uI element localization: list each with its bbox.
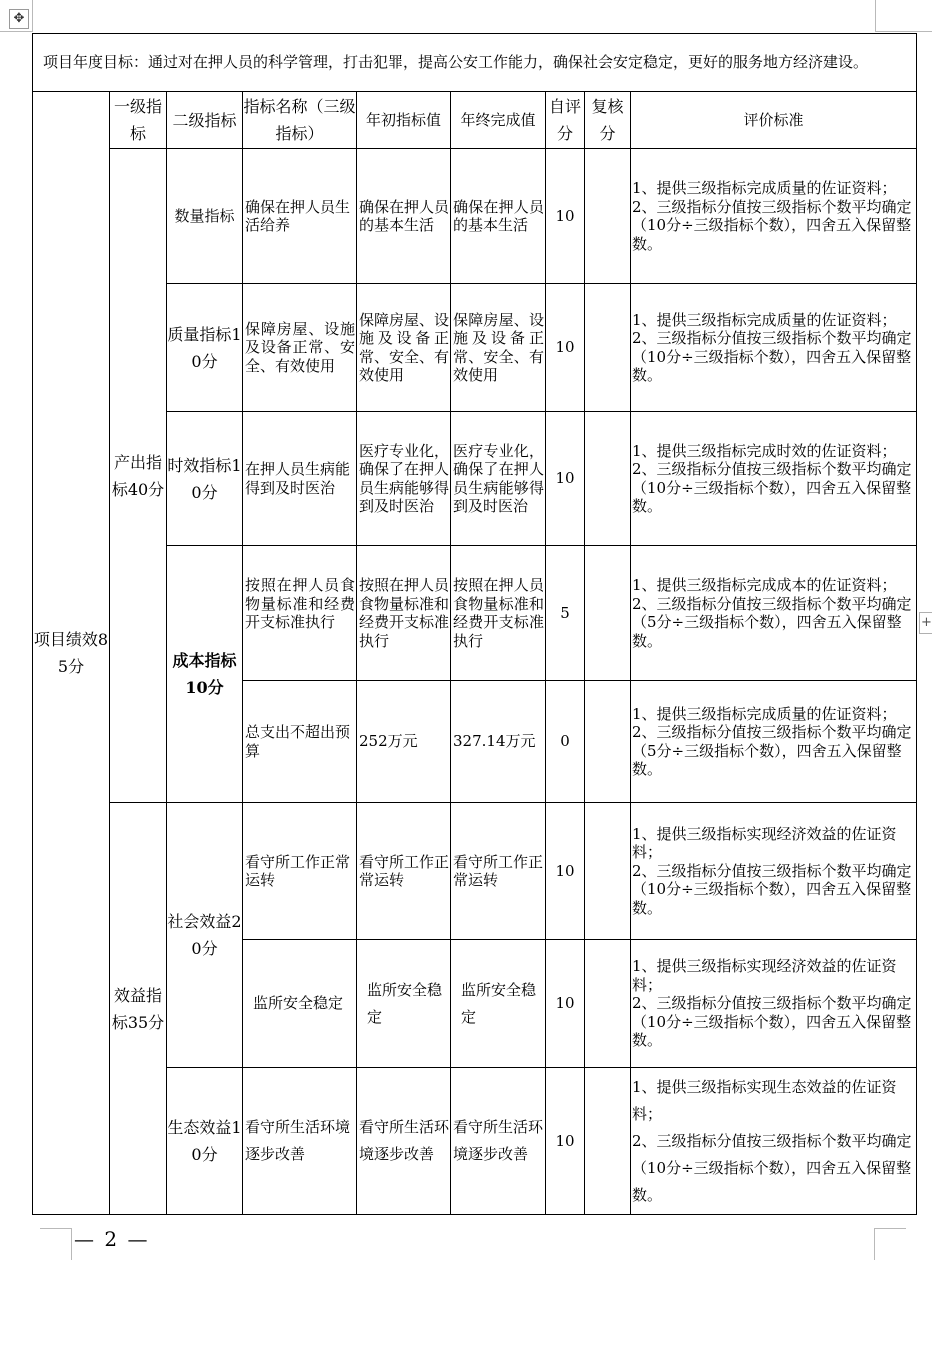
- crop-mark-bottom-left: [40, 1228, 72, 1230]
- subgroup-timeliness: 时效指标10分: [167, 412, 243, 546]
- criteria-line-1: 1、提供三级指标完成质量的佐证资料；: [632, 179, 897, 197]
- header-indicator-name: 指标名称（三级指标）: [243, 92, 357, 149]
- indicator-actual: 监所安全稳定: [451, 940, 546, 1068]
- review-score: [585, 1068, 631, 1215]
- evaluation-criteria: [631, 412, 917, 546]
- indicator-name: 在押人员生病能得到及时医治: [243, 412, 357, 546]
- criteria-line-1: 1、提供三级指标完成质量的佐证资料；: [632, 704, 897, 723]
- crop-mark-top-right: [874, 0, 876, 32]
- indicator-name: 看守所工作正常运转: [243, 803, 357, 940]
- indicator-target: 监所安全稳定: [357, 940, 451, 1068]
- crop-mark-top-left: [0, 30, 32, 32]
- subgroup-quantity: 数量指标: [167, 149, 243, 284]
- criteria-line-2: 2、三级指标分值按三级指标个数平均确定（10分÷三级指标个数），四舍五入保留整数。: [632, 1131, 912, 1204]
- indicator-actual: 医疗专业化，确保了在押人员生病能够得到及时医治: [451, 412, 546, 546]
- indicator-actual: 按照在押人员食物量标准和经费开支标准执行: [451, 546, 546, 681]
- indicator-name: 监所安全稳定: [243, 940, 357, 1068]
- subgroup-ecological: 生态效益10分: [167, 1068, 243, 1215]
- criteria-line-1: 1、提供三级指标完成成本的佐证资料；: [632, 576, 897, 594]
- indicator-name: 按照在押人员食物量标准和经费开支标准执行: [243, 546, 357, 681]
- criteria-line-2: 2、三级指标分值按三级指标个数平均确定（10分÷三级指标个数），四舍五入保留整数。: [632, 197, 912, 253]
- evaluation-criteria: [631, 546, 917, 681]
- review-score: [585, 149, 631, 284]
- subgroup-cost: 成本指标10分: [167, 546, 243, 803]
- self-score: 10: [546, 149, 585, 284]
- indicator-name: 保障房屋、设施及设备正常、安全、有效使用: [243, 284, 357, 412]
- indicator-actual: 看守所生活环境逐步改善: [451, 1068, 546, 1215]
- subgroup-social: 社会效益20分: [167, 803, 243, 1068]
- indicator-name: 总支出不超出预算: [243, 681, 357, 803]
- add-column-icon[interactable]: +: [919, 612, 932, 634]
- criteria-line-2: 2、三级指标分值按三级指标个数平均确定（5分÷三级指标个数），四舍五入保留整数。: [632, 723, 912, 778]
- crop-mark-bottom-left-v: [71, 1228, 73, 1260]
- crop-mark-bottom-right: [874, 1228, 906, 1230]
- self-score: 10: [546, 412, 585, 546]
- evaluation-criteria: [631, 284, 917, 412]
- table-move-handle-icon[interactable]: ✥: [9, 9, 29, 29]
- criteria-line-2: 2、三级指标分值按三级指标个数平均确定（10分÷三级指标个数），四舍五入保留整数。: [632, 994, 912, 1050]
- criteria-line-1: 1、提供三级指标完成质量的佐证资料；: [632, 310, 897, 329]
- criteria-line-1: 1、提供三级指标实现经济效益的佐证资料；: [632, 824, 897, 862]
- indicator-actual: 确保在押人员的基本生活: [451, 149, 546, 284]
- review-score: [585, 284, 631, 412]
- crop-mark-bottom-right-v: [874, 1228, 876, 1260]
- indicator-target: 医疗专业化，确保了在押人员生病能够得到及时医治: [357, 412, 451, 546]
- self-score: 0: [546, 681, 585, 803]
- review-score: [585, 803, 631, 940]
- header-level1: 一级指标: [110, 92, 167, 149]
- indicator-name: 确保在押人员生活给养: [243, 149, 357, 284]
- annual-goal: 项目年度目标：通过对在押人员的科学管理，打击犯罪，提高公安工作能力，确保社会安定稳定，更好的服务地方经济建设。: [33, 34, 917, 92]
- evaluation-criteria: [631, 681, 917, 803]
- indicator-actual: 327.14万元: [451, 681, 546, 803]
- page-number: — 2 —: [74, 1227, 150, 1251]
- self-score: 10: [546, 1068, 585, 1215]
- self-score: 5: [546, 546, 585, 681]
- criteria-line-2: 2、三级指标分值按三级指标个数平均确定（10分÷三级指标个数），四舍五入保留整数。: [632, 861, 912, 917]
- criteria-line-2: 2、三级指标分值按三级指标个数平均确定（10分÷三级指标个数），四舍五入保留整数。: [632, 329, 912, 384]
- review-score: [585, 546, 631, 681]
- header-criteria: 评价标准: [631, 92, 917, 149]
- header-review-score: 复核分: [585, 92, 631, 149]
- criteria-line-2: 2、三级指标分值按三级指标个数平均确定（5分÷三级指标个数），四舍五入保留整数。: [632, 594, 912, 650]
- evaluation-criteria: [631, 803, 917, 940]
- criteria-line-1: 1、提供三级指标实现生态效益的佐证资料；: [632, 1077, 897, 1123]
- header-level2: 二级指标: [167, 92, 243, 149]
- indicator-target: 252万元: [357, 681, 451, 803]
- criteria-line-2: 2、三级指标分值按三级指标个数平均确定（10分÷三级指标个数），四舍五入保留整数。: [632, 460, 912, 515]
- header-target: 年初指标值: [357, 92, 451, 149]
- indicator-actual: 看守所工作正常运转: [451, 803, 546, 940]
- evaluation-criteria: [631, 149, 917, 284]
- indicator-target: 按照在押人员食物量标准和经费开支标准执行: [357, 546, 451, 681]
- self-score: 10: [546, 940, 585, 1068]
- self-score: 10: [546, 803, 585, 940]
- performance-evaluation-table: [32, 33, 917, 1215]
- review-score: [585, 412, 631, 546]
- indicator-name: 看守所生活环境逐步改善: [243, 1068, 357, 1215]
- header-actual: 年终完成值: [451, 92, 546, 149]
- indicator-target: 确保在押人员的基本生活: [357, 149, 451, 284]
- criteria-line-1: 1、提供三级指标实现经济效益的佐证资料；: [632, 957, 897, 994]
- self-score: 10: [546, 284, 585, 412]
- indicator-target: 保障房屋、设施及设备正常、安全、有效使用: [357, 284, 451, 412]
- evaluation-criteria: [631, 1068, 917, 1215]
- crop-mark-top-right-h: [875, 30, 932, 32]
- group-benefit: 效益指标35分: [110, 803, 167, 1215]
- indicator-actual: 保障房屋、设施及设备正常、安全、有效使用: [451, 284, 546, 412]
- project-performance-label: 项目绩效85分: [33, 92, 110, 1215]
- crop-mark-top-left-v: [31, 0, 33, 32]
- group-output: 产出指标40分: [110, 149, 167, 803]
- header-self-score: 自评分: [546, 92, 585, 149]
- indicator-target: 看守所生活环境逐步改善: [357, 1068, 451, 1215]
- indicator-target: 看守所工作正常运转: [357, 803, 451, 940]
- evaluation-criteria: [631, 940, 917, 1068]
- criteria-line-1: 1、提供三级指标完成时效的佐证资料；: [632, 441, 897, 460]
- subgroup-quality: 质量指标10分: [167, 284, 243, 412]
- review-score: [585, 681, 631, 803]
- review-score: [585, 940, 631, 1068]
